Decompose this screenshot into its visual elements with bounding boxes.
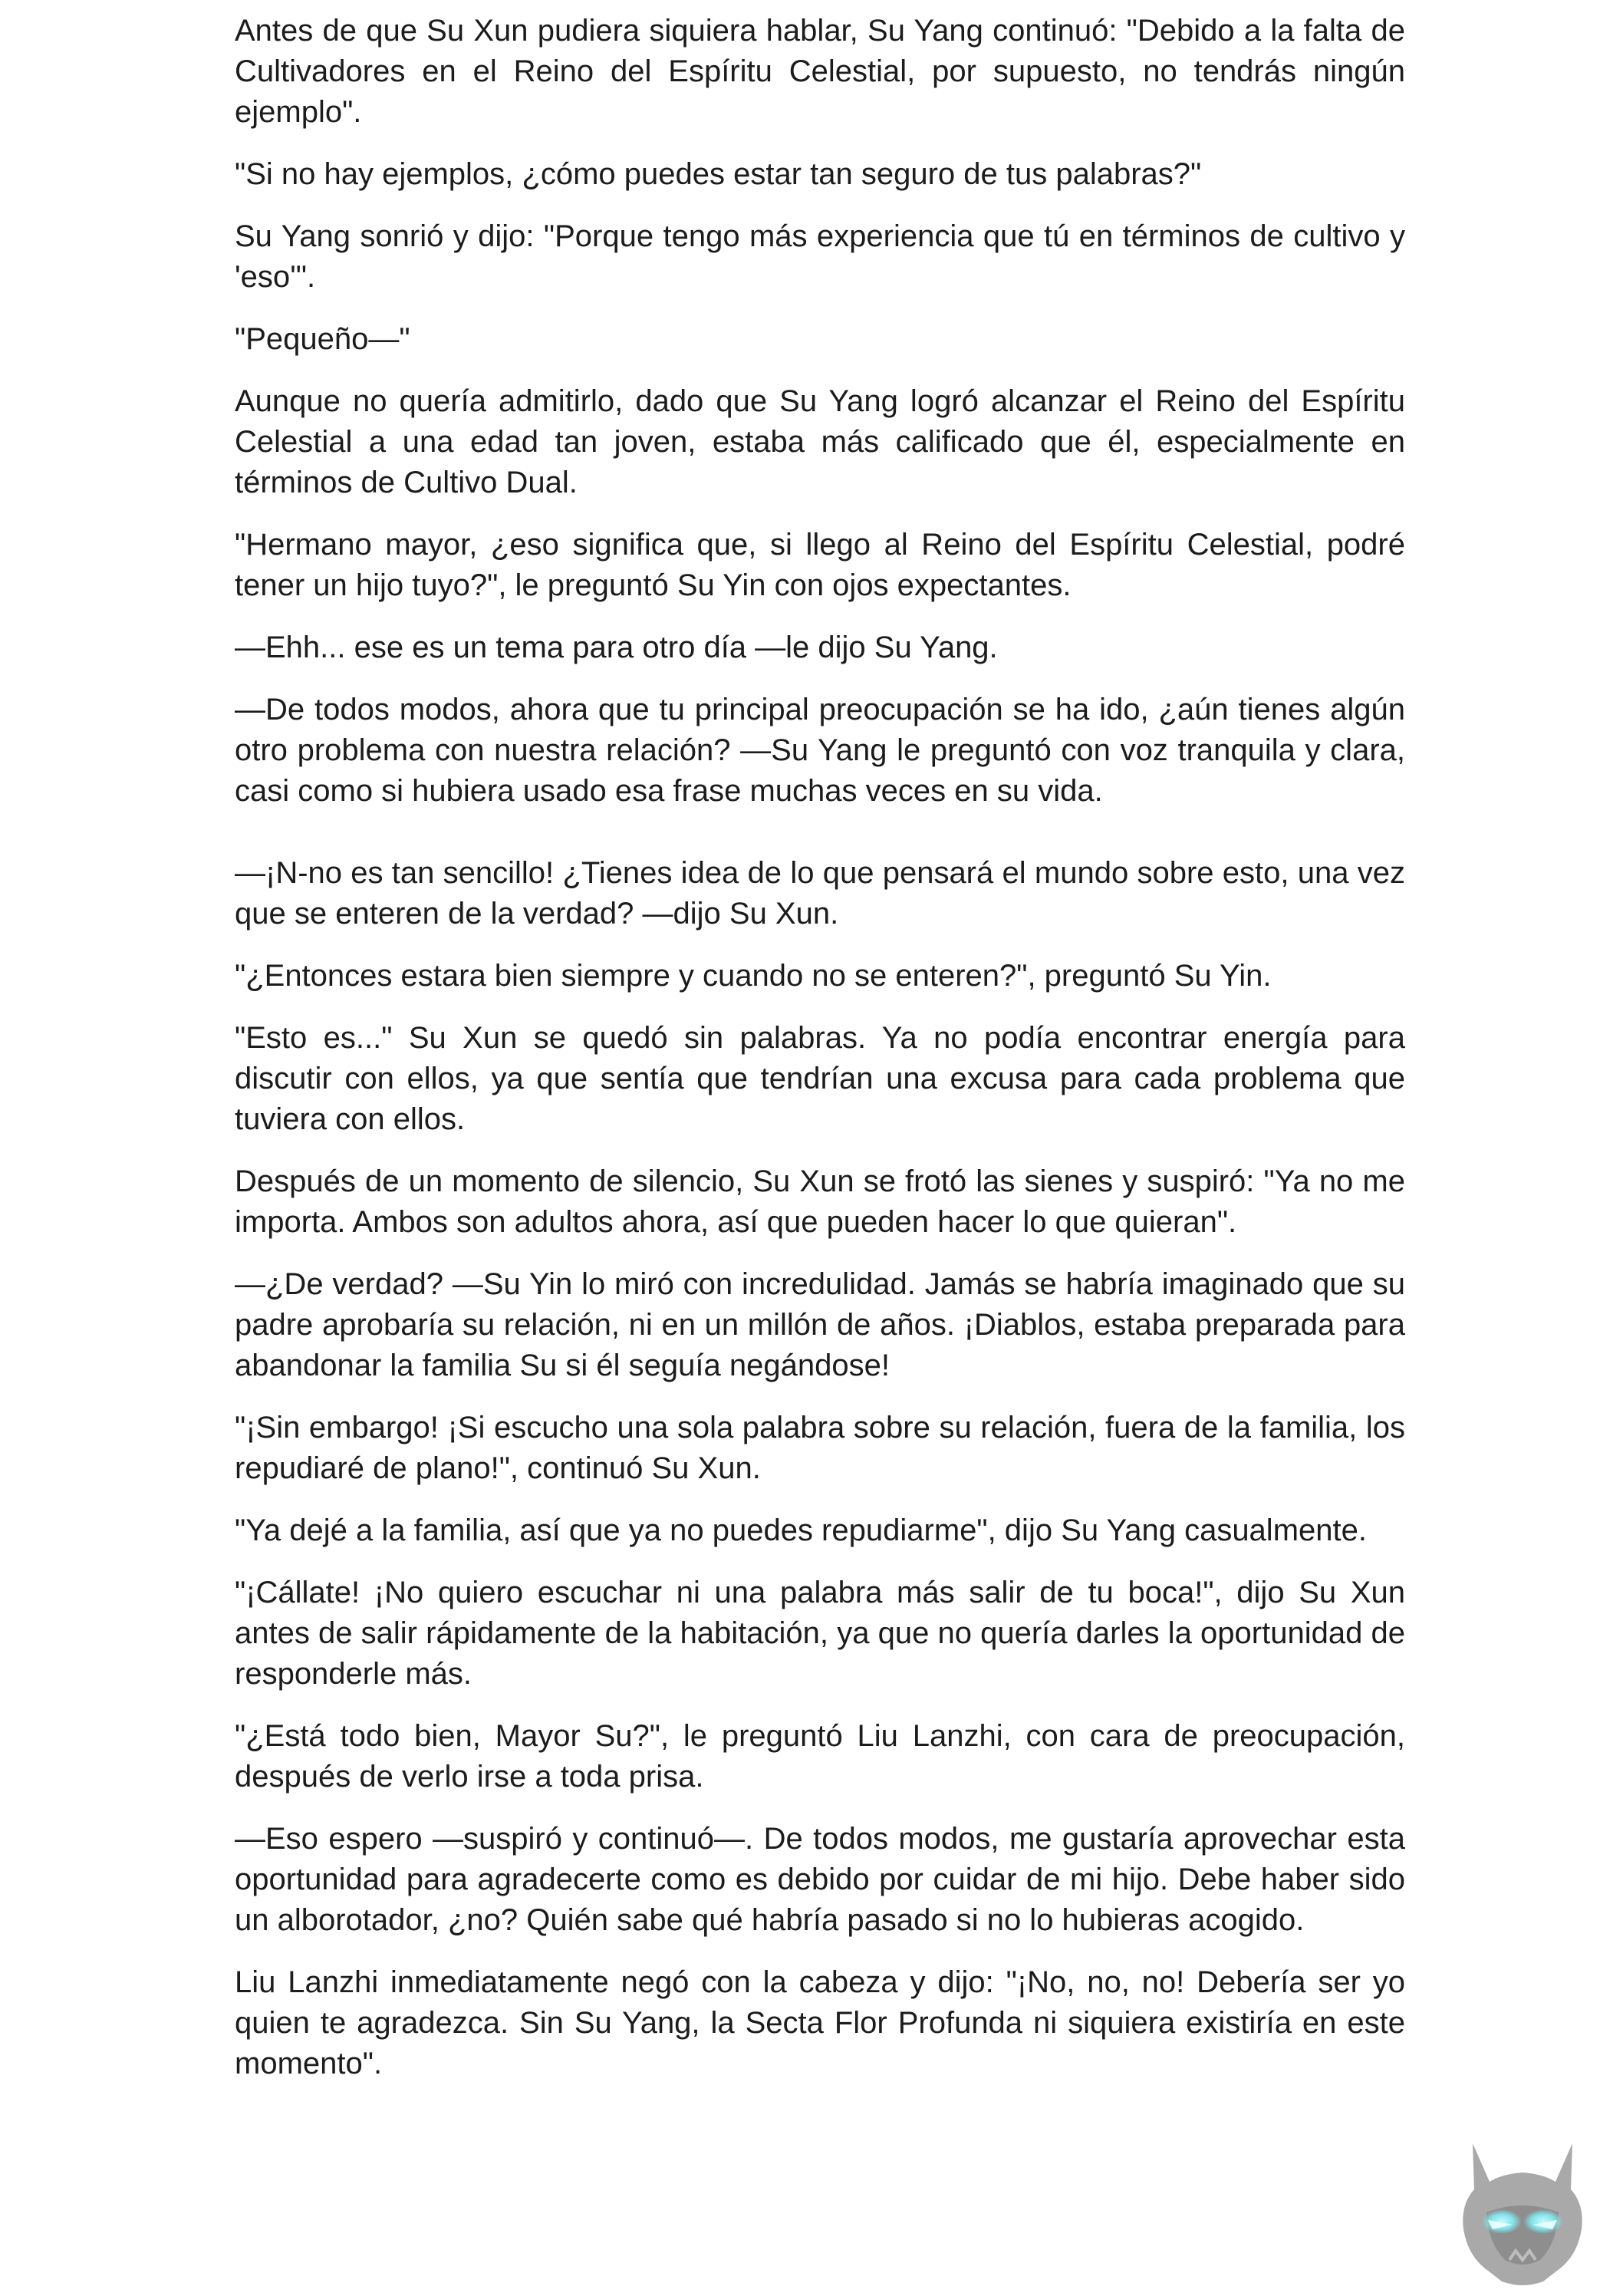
paragraph: —¿De verdad? —Su Yin lo miró con incredulidad. Jamás se habría imaginado que su padre aprobaría su relación, ni en un millón de años. ¡Diablos, estaba preparada para abandonar la familia Su si él seguía negándose!	[235, 1267, 1405, 1382]
paragraph: "¡Cállate! ¡No quiero escuchar ni una palabra más salir de tu boca!", dijo Su Xun antes de salir rápidamente de la habitación, ya que no quería darles la oportunidad de responderle más.	[235, 1576, 1405, 1691]
paragraph: —De todos modos, ahora que tu principal preocupación se ha ido, ¿aún tienes algún otro problema con nuestra relación? —Su Yang le preguntó con voz tranquila y clara, casi como si hubiera usado esa frase muchas veces en su vida.	[235, 693, 1405, 808]
paragraph: "Esto es..." Su Xun se quedó sin palabras. Ya no podía encontrar energía para discutir con ellos, ya que sentía que tendrían una excusa para cada problema que tuviera con ellos.	[235, 1021, 1405, 1136]
paragraph: "¿Entonces estara bien siempre y cuando no se enteren?", preguntó Su Yin.	[235, 959, 1272, 993]
paragraph: —Eso espero —suspiró y continuó—. De todos modos, me gustaría aprovechar esta oportunidad para agradecerte como es debido por cuidar de mi hijo. Debe haber sido un alborotador, ¿no? Quién sabe qué habría pasado si no lo hubieras acogido.	[235, 1822, 1405, 1937]
paragraph: "Si no hay ejemplos, ¿cómo puedes estar tan seguro de tus palabras?"	[235, 157, 1202, 191]
paragraph: Antes de que Su Xun pudiera siquiera hablar, Su Yang continuó: "Debido a la falta de Cultivadores en el Reino del Espíritu Celestial, por supuesto, no tendrás ningún ejemplo".	[235, 14, 1405, 129]
paragraph: —Ehh... ese es un tema para otro día —le dijo Su Yang.	[235, 631, 998, 664]
paragraph: Su Yang sonrió y dijo: "Porque tengo más experiencia que tú en términos de cultivo y 'eso'".	[235, 219, 1405, 294]
paragraph: Aunque no quería admitirlo, dado que Su Yang logró alcanzar el Reino del Espíritu Celestial a una edad tan joven, estaba más calificado que él, especialmente en términos de Cultivo Dual.	[235, 384, 1405, 499]
document-body	[235, 11, 1405, 2106]
paragraph: "Hermano mayor, ¿eso significa que, si llego al Reino del Espíritu Celestial, podré tener un hijo tuyo?", le preguntó Su Yin con ojos expectantes.	[235, 528, 1405, 602]
paragraph: "¿Está todo bien, Mayor Su?", le preguntó Liu Lanzhi, con cara de preocupación, después de verlo irse a toda prisa.	[235, 1719, 1405, 1794]
demon-head-icon	[1442, 2128, 1603, 2289]
paragraph: —¡N-no es tan sencillo! ¿Tienes idea de lo que pensará el mundo sobre esto, una vez que se enteren de la verdad? —dijo Su Xun.	[235, 856, 1405, 931]
paragraph: Después de un momento de silencio, Su Xun se frotó las sienes y suspiró: "Ya no me importa. Ambos son adultos ahora, así que pueden hacer lo que quieran".	[235, 1164, 1405, 1239]
paragraph: "¡Sin embargo! ¡Si escucho una sola palabra sobre su relación, fuera de la familia, los repudiaré de plano!", continuó Su Xun.	[235, 1411, 1405, 1485]
paragraph: Liu Lanzhi inmediatamente negó con la cabeza y dijo: "¡No, no, no! Debería ser yo quien te agradezca. Sin Su Yang, la Secta Flor Profunda ni siquiera existiría en este momento".	[235, 1965, 1405, 2080]
paragraph: "Ya dejé a la familia, así que ya no puedes repudiarme", dijo Su Yang casualmente.	[235, 1514, 1367, 1547]
paragraph: "Pequeño—"	[235, 322, 410, 356]
